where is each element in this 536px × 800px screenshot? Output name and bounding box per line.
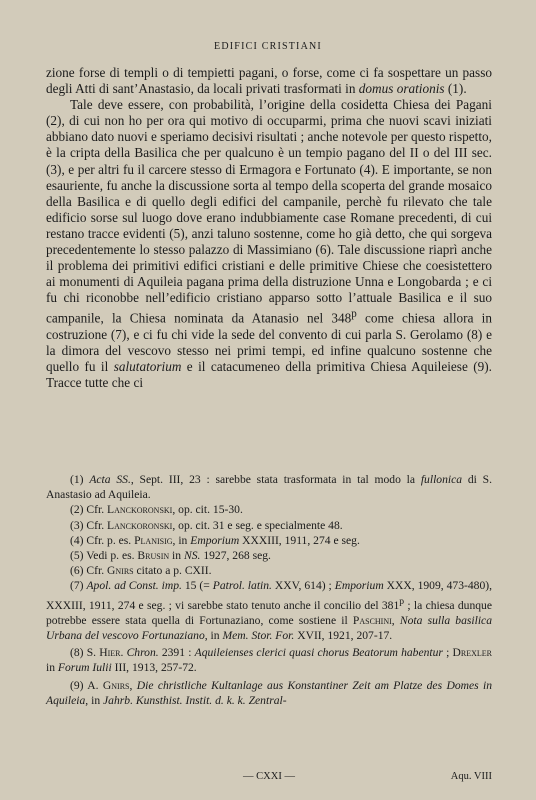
text-run: , in [204,628,223,642]
italic-run: Apol. ad Const. imp. [86,579,182,593]
author-name: Drexler [452,646,493,660]
footnotes [46,472,492,708]
text-run: , [391,613,400,627]
text-run: (8) [70,646,87,660]
text-run: come chiesa allora in costruzione (7), e ci fu chi vide la sede del convento di cui parla S. Gerolamo (8) e la dimora del vescovo stesso nei primi tempi, ed infine qualcuno sostenne che quello fu il [46,310,492,375]
footnote-6 [46,563,492,578]
text-run: (6) Cfr. [70,564,108,578]
italic-run: Patrol. latin. [212,579,272,593]
superscript: p [351,308,357,321]
author-name: Brusin [137,549,170,563]
text-run: XXXIII, 1911, 274 e seg. [239,533,360,547]
author-name: Lanckoronski [107,503,173,517]
footnote-4 [46,533,492,548]
text-run: di S. Anastasio ad Aquileia. [46,473,492,502]
italic-run: Emporium [190,533,240,547]
italic-run: Chron. [126,646,159,660]
superscript: p [399,595,405,607]
text-run: , [129,678,137,692]
italic-run: Acta SS. [89,473,131,486]
paragraph-2 [46,97,492,391]
author-name: Gnirs [107,564,134,578]
author-name: Planisig [134,533,173,547]
page-footer [46,771,492,785]
text-run: (3) Cfr. [70,518,108,532]
author-name: Gnirs [102,678,130,692]
footnote-7 [46,578,492,643]
text-run: 1927, 268 seg. [200,549,271,563]
text-run: , op. cit. 31 e seg. e specialmente 48. [172,518,343,532]
text-run: 2391 : [158,646,195,660]
footnote-5 [46,548,492,563]
text-run: (5) Vedi p. es. [70,549,138,563]
author-name: Paschini [352,613,392,627]
footnote-9 [46,678,492,708]
text-run: XXX, 1909, 473-480), XXXIII, 1911, 274 e seg. ; vi sarebbe stato tenuto anche il concilio del 381 [46,579,493,612]
page-number: — CXXI — [243,771,295,782]
text-run: in [46,661,58,675]
text-run: , in [172,533,191,547]
text-run: ; la chiesa dunque potrebbe essere stata quella di Fortunaziano, come sostiene il [46,598,492,627]
signature-mark: Aqu. VIII [450,771,492,782]
text-run: Tale deve essere, con probabilità, l’origine della cosidetta Chiesa dei Pagani (2), di cui non ho per ora qui motivo di occuparmi, prima che nuovi scavi iniziati abbiano dato nuovi e speriamo decisivi risultati ; anche notevole per questo rispetto, è la cripta della Basilica che per qualcuno è un tempio pagano del II o del III sec. (3), e per altri fu il carcere stesso di Ermagora e Fortunato (4). E importante, se non esauriente, fu anche la discussione sorta al tempo della scoperta del grande mosaico della Basilica e di quello degli edifici del campanile, perchè fu rilevato che tale edificio sorse sul luogo dove erano indubbiamente case Romane precedenti, di cui restano tracce evidenti (5), anzi taluno sostenne, come ho già detto, che qui sorgeva precedentemente lo stesso palazzo di Massimiano (6). Tale discussione riaprì anche il problema dei primitivi edifici cristiani e delle primitive Chiese che coesistettero ai monumenti di Aquileia pagana prima della distruzione Unna e Longobarda ; e ci fu chi riconobbe nell’edificio cristiano apparso sotto l’attuale Basilica e il suo campanile, la Chiesa nominata da Atanasio nel 348 [46,97,492,326]
text-run: III, 1913, 257-72. [111,661,197,675]
italic-run: fullonica [420,473,463,486]
text-run: ; [442,646,453,660]
italic-run: Die christliche Kultanlage aus Konstantiner Zeit am Platze des Domes in Aquileia [46,678,493,707]
text-run: (7) [70,579,87,593]
italic-run: Nota sulla basilica Urbana del vescovo Fortunaziano [46,613,492,642]
text-run: zione forse di templi o di tempietti pagani, o forse, come ci fa sospettare un passo degli Atti di sant’Anastasio, da locali privati trasformati in [46,65,492,97]
text-run: (1). [444,81,467,97]
footnote-2 [46,502,492,517]
body-text [46,65,492,391]
text-run: XVII, 1921, 207-17. [294,628,393,642]
text-run: e il catacumeneo della primitiva Chiesa Aquileiese (9). Tracce tutte che ci [46,359,492,391]
text-run: , Sept. III, 23 : sarebbe stata trasformata in tal modo la [130,473,421,486]
footnote-1 [46,472,492,502]
text-run: (1) [70,473,90,486]
footnote-3 [46,518,492,533]
italic-run: Mem. Stor. For. [222,628,295,642]
italic-run: Jahrb. Kunsthist. Instit. d. k. k. Zentral- [103,693,287,707]
text-run: citato a p. CXII. [133,564,212,578]
text-run: (2) Cfr. [70,503,108,517]
italic-run: Emporium [334,579,384,593]
italic-run: salutatorium [113,359,182,375]
paragraph-1 [46,65,492,97]
italic-run: Aquileienses clerici quasi chorus Beatorum habentur [194,646,443,660]
author-name: S. Hier. [86,646,124,660]
text-run: (4) Cfr. p. es. [70,533,135,547]
text-run: in [169,549,184,563]
text-run: , op. cit. 15-30. [172,503,243,517]
footnote-8 [46,645,492,675]
text-run: , in [85,693,104,707]
italic-run: Forum Iulii [57,661,112,675]
italic-run: domus orationis [358,81,445,97]
text-run: 15 (= [181,579,213,593]
italic-run: NS. [183,549,201,563]
author-name: Lanckoronski [107,518,173,532]
text-run: (9) A. [70,678,103,692]
text-run: XXV, 614) ; [271,579,335,593]
running-head: EDIFICI CRISTIANI [214,41,322,52]
